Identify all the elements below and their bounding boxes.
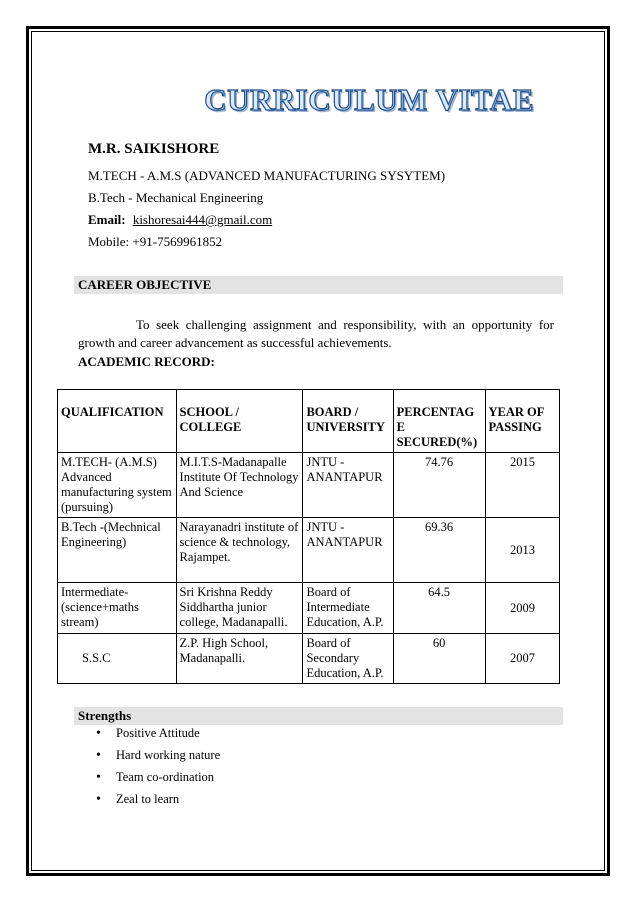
strengths-heading: Strengths (74, 707, 563, 725)
board-cell: Board of Secondary Education, A.P. (303, 634, 393, 684)
column-header: QUALIFICATION (58, 390, 177, 453)
year-cell: 2009 (485, 583, 560, 634)
document-title: CURRICULUM VITAE (204, 82, 534, 117)
percent-cell: 64.5 (393, 583, 485, 634)
list-item: • Team co-ordination (96, 766, 220, 788)
qualification-cell: S.S.C (58, 634, 177, 684)
column-header: PERCENTAG E SECURED(%) (393, 390, 485, 453)
career-objective-text: To seek challenging assignment and responsibility, with an opportunity for growth and career advancement as successful achievements. (78, 317, 554, 350)
column-header: BOARD / UNIVERSITY (303, 390, 393, 453)
year-cell: 2013 (485, 518, 560, 583)
list-item: • Zeal to learn (96, 788, 220, 810)
board-cell: Board of Intermediate Education, A.P. (303, 583, 393, 634)
board-cell: JNTU - ANANTAPUR (303, 518, 393, 583)
qualification-cell: M.TECH- (A.M.S) Advanced manufacturing system (pursuing) (58, 453, 177, 518)
academic-record-heading: ACADEMIC RECORD: (78, 354, 215, 369)
column-header: SCHOOL / COLLEGE (176, 390, 303, 453)
table-row (58, 453, 560, 518)
strengths-list (96, 722, 220, 810)
degree-btech: B.Tech - Mechanical Engineering (88, 190, 264, 205)
candidate-name: M.R. SAIKISHORE (88, 141, 220, 157)
school-cell: M.I.T.S-Madanapalle Institute Of Technology And Science (176, 453, 303, 518)
mobile-line: Mobile: +91-7569961852 (88, 234, 223, 249)
academic-record-table (57, 389, 560, 684)
qualification-cell: Intermediate- (science+maths stream) (58, 583, 177, 634)
school-cell: Z.P. High School, Madanapalli. (176, 634, 303, 684)
board-cell: JNTU - ANANTAPUR (303, 453, 393, 518)
table-row (58, 634, 560, 684)
table-row (58, 583, 560, 634)
list-item: • Positive Attitude (96, 722, 220, 744)
table-header-row (58, 390, 560, 453)
percent-cell: 74.76 (393, 453, 485, 518)
percent-cell: 60 (393, 634, 485, 684)
list-item: • Hard working nature (96, 744, 220, 766)
school-cell: Narayanadri institute of science & technology, Rajampet. (176, 518, 303, 583)
table-row (58, 518, 560, 583)
email-label: Email: (88, 212, 126, 227)
column-header: YEAR OF PASSING (485, 390, 560, 453)
degree-mtech: M.TECH - A.M.S (ADVANCED MANUFACTURING SYSYTEM) (88, 168, 446, 183)
career-objective-heading: CAREER OBJECTIVE (74, 276, 563, 294)
qualification-cell: B.Tech -(Mechnical Engineering) (58, 518, 177, 583)
percent-cell: 69.36 (393, 518, 485, 583)
year-cell: 2015 (485, 453, 560, 518)
year-cell: 2007 (485, 634, 560, 684)
school-cell: Sri Krishna Reddy Siddhartha junior college, Madanapalli. (176, 583, 303, 634)
email-link[interactable]: kishoresai444@gmail.com (132, 212, 273, 227)
email-line (88, 212, 272, 228)
